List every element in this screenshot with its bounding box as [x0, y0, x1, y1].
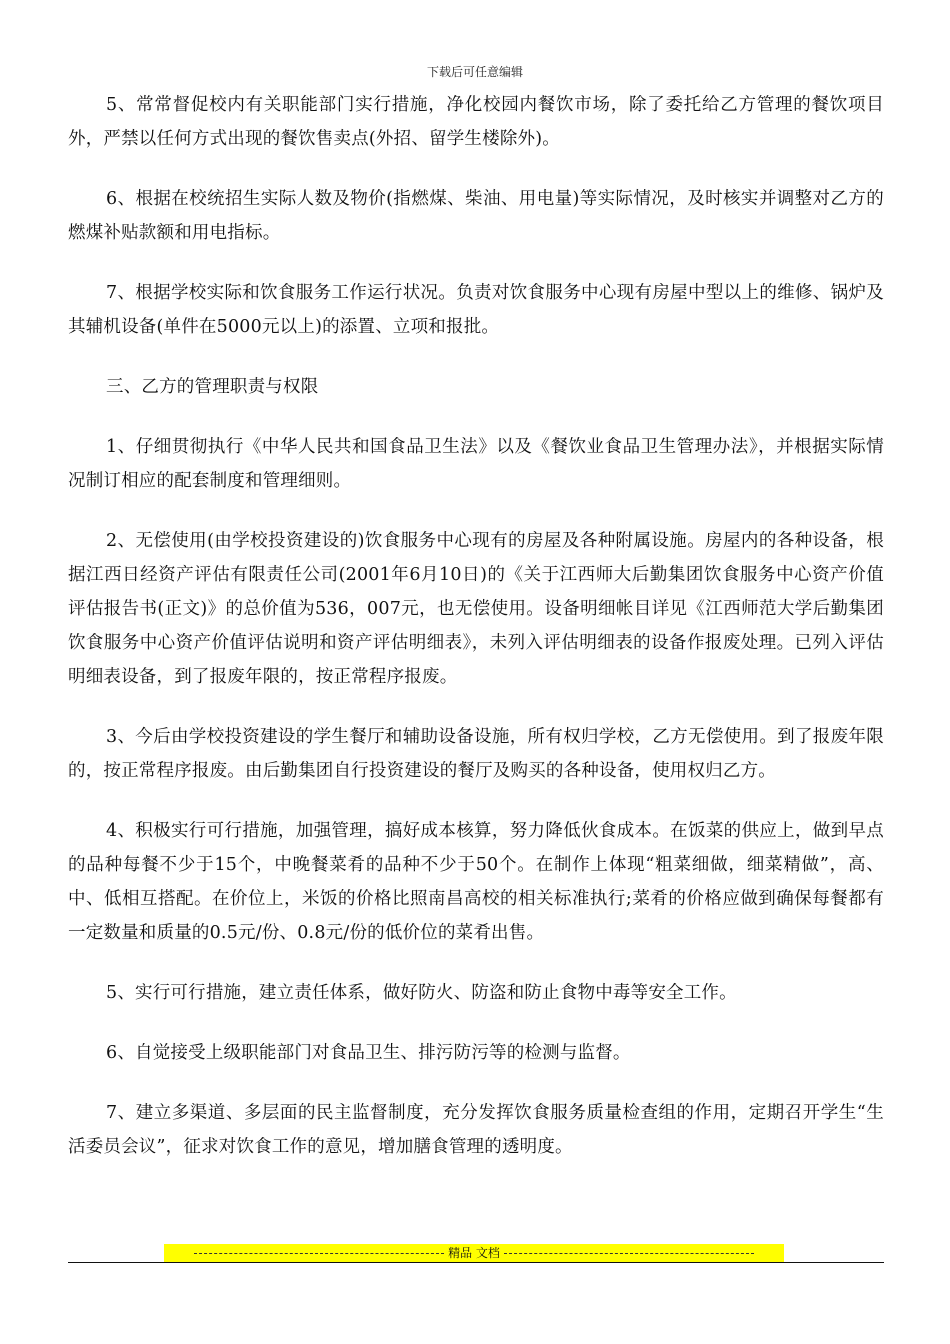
- paragraph: 5、常常督促校内有关职能部门实行措施，净化校园内餐饮市场，除了委托给乙方管理的餐饮项目外，严禁以任何方式出现的餐饮售卖点(外招、留学生楼除外)。: [68, 95, 884, 149]
- paragraph: 3、今后由学校投资建设的学生餐厅和辅助设备设施，所有权归学校，乙方无偿使用。到了报废年限的，按正常程序报废。由后勤集团自行投资建设的餐厅及购买的各种设备，使用权归乙方。: [68, 727, 884, 781]
- footer-dash-right: [504, 1244, 754, 1254]
- paragraph: 4、积极实行可行措施，加强管理，搞好成本核算，努力降低伙食成本。在饭菜的供应上，做到早点的品种每餐不少于15个，中晚餐菜肴的品种不少于50个。在制作上体现“粗菜细做，细菜精做”，高、中、低相互搭配。在价位上，米饭的价格比照南昌高校的相关标准执行;菜肴的价格应做到确保每餐都有一定数量和质量的0.5元/份、0.8元/份的低价位的菜肴出售。: [68, 821, 884, 943]
- paragraph: 2、无偿使用(由学校投资建设的)饮食服务中心现有的房屋及各种附属设施。房屋内的各种设备，根据江西日经资产评估有限责任公司(2001年6月10日)的《关于江西师大后勤集团饮食服务中心资产价值评估报告书(正文)》的总价值为536，007元，也无偿使用。设备明细帐目详见《江西师范大学后勤集团饮食服务中心资产价值评估说明和资产评估明细表》，未列入评估明细表的设备作报废处理。已列入评估明细表设备，到了报废年限的，按正常程序报废。: [68, 531, 884, 687]
- paragraph: 5、实行可行措施，建立责任体系，做好防火、防盗和防止食物中毒等安全工作。: [106, 983, 737, 1003]
- section-heading: 三、乙方的管理职责与权限: [106, 377, 319, 397]
- footer-label: 精品 文档: [448, 1246, 500, 1260]
- document-body: [68, 88, 884, 1164]
- page-header: 下载后可任意编辑: [426, 65, 523, 79]
- footer-dash-left: [194, 1244, 444, 1254]
- footer-highlight: [164, 1244, 784, 1262]
- paragraph: 6、自觉接受上级职能部门对食品卫生、排污防污等的检测与监督。: [106, 1043, 631, 1063]
- paragraph: 7、建立多渠道、多层面的民主监督制度，充分发挥饮食服务质量检查组的作用，定期召开学生“生活委员会议”，征求对饮食工作的意见，增加膳食管理的透明度。: [68, 1103, 884, 1157]
- paragraph: 7、根据学校实际和饮食服务工作运行状况。负责对饮食服务中心现有房屋中型以上的维修、锅炉及其辅机设备(单件在5000元以上)的添置、立项和报批。: [68, 283, 884, 337]
- paragraph: 1、仔细贯彻执行《中华人民共和国食品卫生法》以及《餐饮业食品卫生管理办法》，并根据实际情况制订相应的配套制度和管理细则。: [68, 437, 884, 491]
- footer-divider: [68, 1262, 884, 1263]
- paragraph: 6、根据在校统招生实际人数及物价(指燃煤、柴油、用电量)等实际情况，及时核实并调整对乙方的燃煤补贴款额和用电指标。: [68, 189, 884, 243]
